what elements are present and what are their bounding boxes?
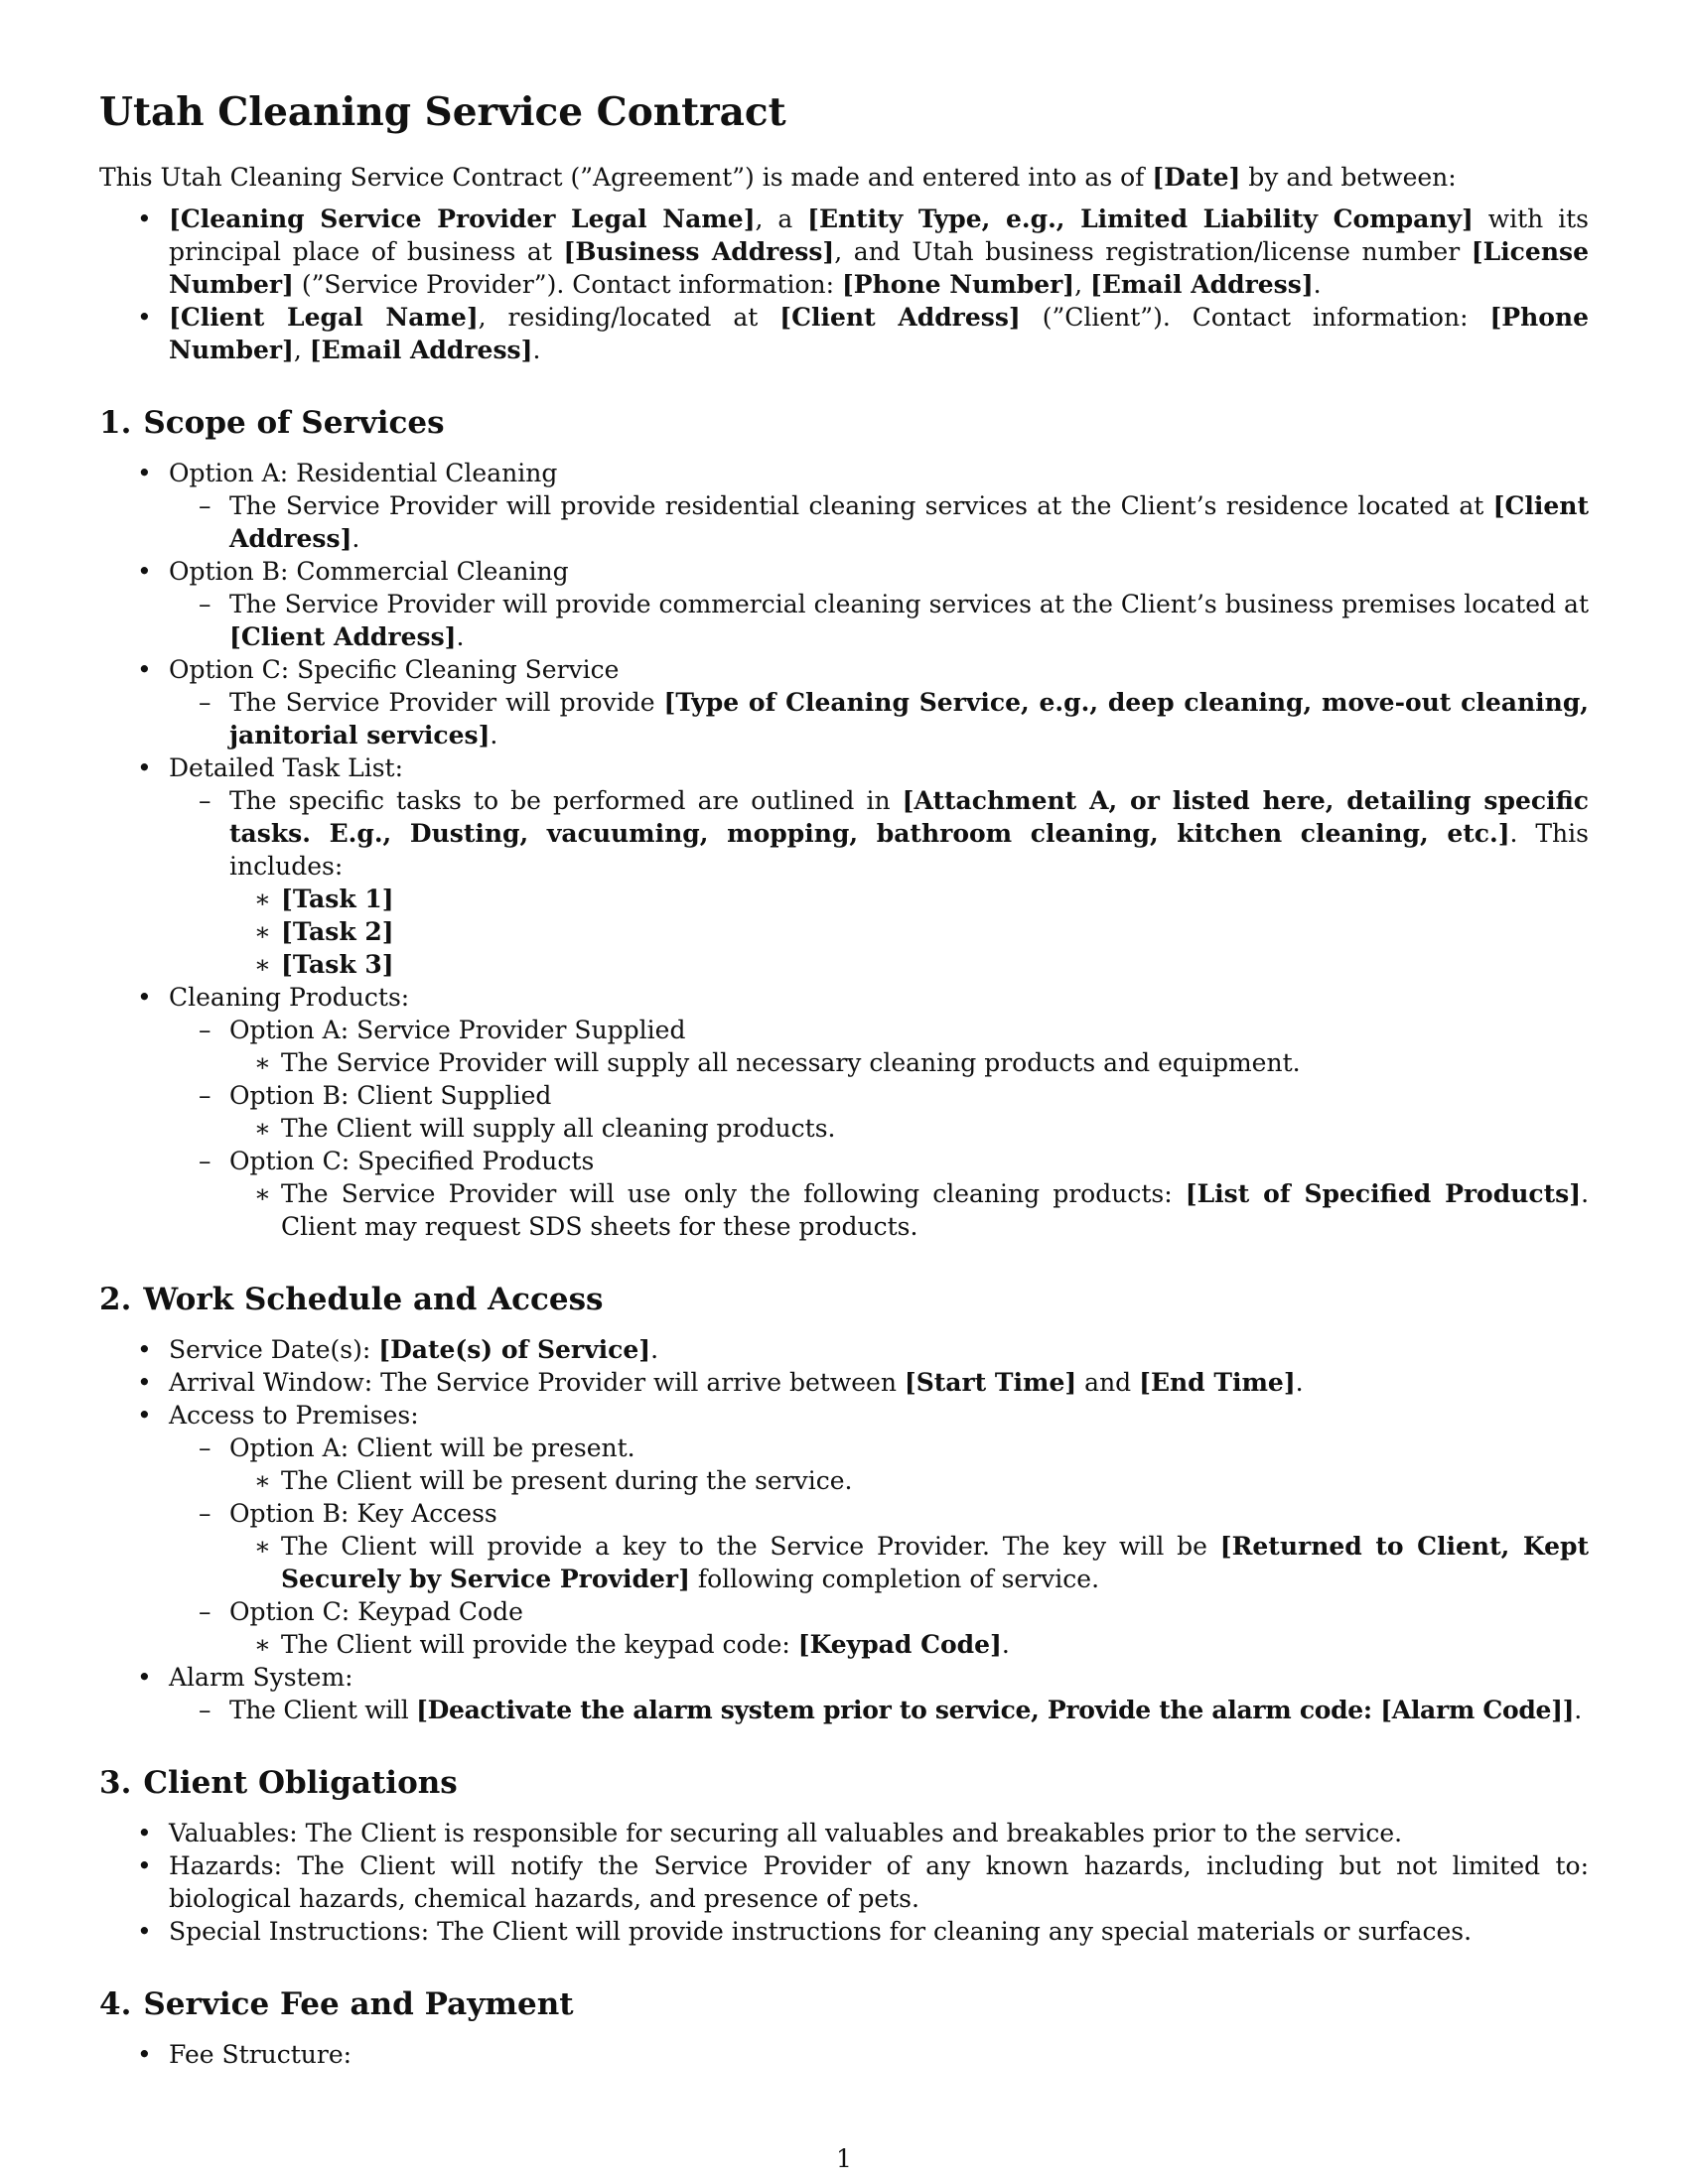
provider-email-field: [Email Address] (1090, 270, 1314, 299)
list-item: – Option A: Service Provider Supplied ∗ The Service Provider will supply all necessary cleaning products and equipment. (169, 1014, 1589, 1079)
entity-type-field: [Entity Type, e.g., Limited Liability Company] (807, 205, 1474, 233)
list-item: • Service Date(s): [Date(s) of Service]. (99, 1333, 1589, 1366)
client-name-field: [Client Legal Name] (169, 303, 479, 332)
scope-list (99, 457, 1589, 1243)
fee-list (99, 2038, 1589, 2071)
business-address-field: [Business Address] (563, 237, 835, 266)
list-item: • Option A: Residential Cleaning – The Service Provider will provide residential cleaning services at the Client’s residence located at [Client Address]. (99, 457, 1589, 555)
task-item: ∗ [Task 1] (229, 883, 1589, 915)
list-item: – The Client will [Deactivate the alarm system prior to service, Provide the alarm code: [Alarm Code]]. (169, 1694, 1589, 1726)
list-item: • Valuables: The Client is responsible for securing all valuables and breakables prior to the service. (99, 1817, 1589, 1849)
schedule-list (99, 1333, 1589, 1726)
list-item: – Option C: Keypad Code ∗ The Client will provide the keypad code: [Keypad Code]. (169, 1595, 1589, 1661)
task-item: ∗ [Task 3] (229, 948, 1589, 981)
list-item: ∗ The Client will be present during the service. (229, 1464, 1589, 1497)
list-item: – The Service Provider will provide residential cleaning services at the Client’s residence located at [Client Address]. (169, 489, 1589, 555)
provider-party: • [Cleaning Service Provider Legal Name], a [Entity Type, e.g., Limited Liability Company] with its principal place of business at [Business Address], and Utah business registration/license number [License Number] (”Service Provider”). Contact information: [Phone Number], [Email Address]. (99, 203, 1589, 301)
task-item: ∗ [Task 2] (229, 915, 1589, 948)
list-item: ∗ The Client will provide the keypad code: [Keypad Code]. (229, 1628, 1589, 1661)
list-item: • Special Instructions: The Client will provide instructions for cleaning any special materials or surfaces. (99, 1915, 1589, 1948)
list-item: – Option A: Client will be present. ∗ The Client will be present during the service. (169, 1432, 1589, 1497)
list-item: – Option B: Key Access ∗ The Client will provide a key to the Service Provider. The key will be [Returned to Client, Kept Securely by Service Provider] following completion of service. (169, 1497, 1589, 1595)
date-field: [Date] (1152, 163, 1241, 192)
list-item: • Detailed Task List: – The specific tasks to be performed are outlined in [Attachment A, or listed here, detailing specific tasks. E.g., Dusting, vacuuming, mopping, bathroom cleaning, kitchen cleaning, etc.]. This includes: ∗ [Task 1] ∗ [Task 2] ∗ [Task 3] (99, 751, 1589, 981)
section-heading-client-obligations: 3. Client Obligations (99, 1765, 458, 1801)
client-phone-field: [Phone Number] (169, 303, 1590, 364)
page-number: 1 (836, 2144, 852, 2173)
list-item: • Option B: Commercial Cleaning – The Service Provider will provide commercial cleaning services at the Client’s business premises located at [Client Address]. (99, 555, 1589, 653)
client-email-field: [Email Address] (309, 336, 533, 364)
list-item: – Option B: Client Supplied ∗ The Client will supply all cleaning products. (169, 1079, 1589, 1145)
client-party: • [Client Legal Name], residing/located at [Client Address] (”Client”). Contact information: [Phone Number], [Email Address]. (99, 301, 1589, 366)
section-heading-fee: 4. Service Fee and Payment (99, 1986, 574, 2022)
list-item: ∗ The Client will provide a key to the Service Provider. The key will be [Returned to Client, Kept Securely by Service Provider] following completion of service. (229, 1530, 1589, 1595)
list-item: ∗ The Service Provider will use only the following cleaning products: [List of Specified Products]. Client may request SDS sheets for these products. (229, 1177, 1589, 1243)
obligations-list (99, 1817, 1589, 1948)
list-item: • Alarm System: – The Client will [Deactivate the alarm system prior to service, Provide the alarm code: [Alarm Code]]. (99, 1661, 1589, 1726)
list-item: • Hazards: The Client will notify the Service Provider of any known hazards, including but not limited to: biological hazards, chemical hazards, and presence of pets. (99, 1849, 1589, 1915)
list-item: • Option C: Specific Cleaning Service – The Service Provider will provide [Type of Cleaning Service, e.g., deep cleaning, move-out cleaning, janitorial services]. (99, 653, 1589, 751)
list-item: ∗ The Client will supply all cleaning products. (229, 1112, 1589, 1145)
list-item: ∗ The Service Provider will supply all necessary cleaning products and equipment. (229, 1046, 1589, 1079)
list-item: – The Service Provider will provide [Type of Cleaning Service, e.g., deep cleaning, move-out cleaning, janitorial services]. (169, 686, 1589, 751)
list-item: • Access to Premises: – Option A: Client will be present. ∗ The Client will be present during the service. – Option B: Key Access ∗ The Client will provide a key to the Service Provider. The key will be [Returned to Client, Kept Securely by Service Provider] following completion of service. – Option C: Keypad Code ∗ The Client will provide the keypad code: [Keypad Code]. (99, 1399, 1589, 1661)
intro-paragraph: This Utah Cleaning Service Contract (”Agreement”) is made and entered into as of [Date] by and between: (99, 163, 1457, 192)
provider-name-field: [Cleaning Service Provider Legal Name] (169, 205, 756, 233)
contract-page (99, 69, 1589, 2071)
list-item: • Fee Structure: (99, 2038, 1589, 2071)
parties-list (99, 203, 1589, 366)
client-address-field: [Client Address] (779, 303, 1021, 332)
license-number-field: [License Number] (169, 237, 1589, 299)
provider-phone-field: [Phone Number] (841, 270, 1075, 299)
list-item: • Cleaning Products: – Option A: Service Provider Supplied ∗ The Service Provider will supply all necessary cleaning products and equipment. – Option B: Client Supplied ∗ The Client will supply all cleaning products. – Option C: Specified Products ∗ The Service Provider will use only the following cleaning products: [List of Specified Products]. Client may request SDS sheets for these products. (99, 981, 1589, 1243)
list-item: – The specific tasks to be performed are outlined in [Attachment A, or listed here, detailing specific tasks. E.g., Dusting, vacuuming, mopping, bathroom cleaning, kitchen cleaning, etc.]. This includes: ∗ [Task 1] ∗ [Task 2] ∗ [Task 3] (169, 784, 1589, 981)
document-title: Utah Cleaning Service Contract (99, 89, 786, 135)
list-item: – The Service Provider will provide commercial cleaning services at the Client’s business premises located at [Client Address]. (169, 588, 1589, 653)
section-heading-schedule: 2. Work Schedule and Access (99, 1282, 604, 1317)
list-item: • Arrival Window: The Service Provider will arrive between [Start Time] and [End Time]. (99, 1366, 1589, 1399)
section-heading-scope: 1. Scope of Services (99, 405, 445, 441)
list-item: – Option C: Specified Products ∗ The Service Provider will use only the following cleaning products: [List of Specified Products]. Client may request SDS sheets for these products. (169, 1145, 1589, 1243)
